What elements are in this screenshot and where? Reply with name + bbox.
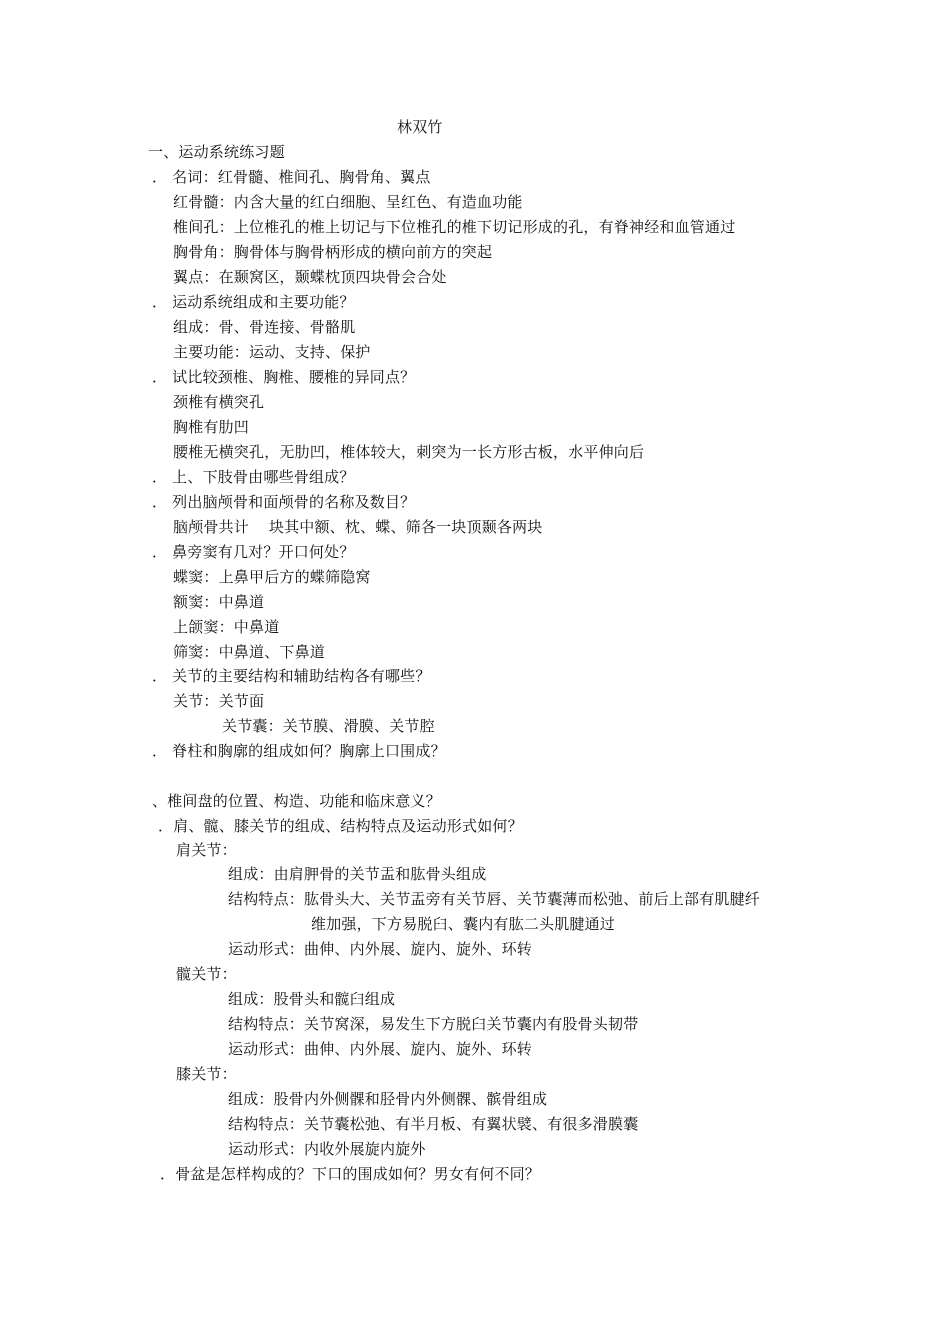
question-1-title: ． 名词：红骨髓、椎间孔、胸骨角、翼点 [152, 168, 431, 186]
knee-joint-heading: 膝关节： [176, 1065, 237, 1083]
question-6-title: ． 鼻旁窦有几对？开口何处？ [152, 543, 355, 561]
answer-intervertebral-foramen: 椎间孔：上位椎孔的椎上切记与下位椎孔的椎下切记形成的孔，有脊神经和血管通过 [173, 218, 736, 236]
knee-composition: 组成：股骨内外侧髁和胫骨内外侧髁、髌骨组成 [228, 1090, 548, 1108]
answer-lumbar: 腰椎无横突孔，无肋凹，椎体较大，刺突为一长方形古板，水平伸向后 [173, 443, 645, 461]
shoulder-composition: 组成：由肩胛骨的关节盂和肱骨头组成 [228, 865, 487, 883]
answer-cervical: 颈椎有横突孔 [173, 393, 265, 411]
shoulder-structure-line-2: 维加强，下方易脱臼、囊内有肱二头肌腱通过 [311, 915, 616, 933]
shoulder-joint-heading: 肩关节： [176, 841, 237, 859]
question-4-title: ． 上、下肢骨由哪些骨组成？ [152, 468, 355, 486]
question-5-title: ． 列出脑颅骨和面颅骨的名称及数目？ [152, 493, 416, 511]
question-9-title: 、椎间盘的位置、构造、功能和临床意义？ [152, 792, 441, 810]
question-7-title: ． 关节的主要结构和辅助结构各有哪些？ [152, 667, 431, 685]
hip-composition: 组成：股骨头和髋臼组成 [228, 990, 396, 1008]
answer-frontal-sinus: 额窦：中鼻道 [173, 593, 265, 611]
section-title: 一、运动系统练习题 [148, 143, 285, 161]
answer-red-bone-marrow: 红骨髓：内含大量的红白细胞、呈红色、有造血功能 [173, 193, 523, 211]
answer-pterion: 翼点：在颞窝区，颞蝶枕顶四块骨会合处 [173, 268, 447, 286]
question-2-title: ． 运动系统组成和主要功能？ [152, 293, 355, 311]
answer-maxillary-sinus: 上颌窦：中鼻道 [173, 618, 280, 636]
question-8-title: ． 脊柱和胸廓的组成如何？胸廓上口围成？ [152, 742, 446, 760]
hip-joint-heading: 髋关节： [176, 965, 237, 983]
question-10-title: ．肩、髋、膝关节的组成、结构特点及运动形式如何？ [158, 817, 523, 835]
answer-ethmoid-sinus: 筛窦：中鼻道、下鼻道 [173, 643, 326, 661]
author-name: 林双竹 [397, 118, 443, 136]
answer-cranial-bones: 脑颅骨共计 块其中额、枕、蝶、筛各一块顶颞各两块 [173, 518, 543, 536]
answer-main-function: 主要功能：运动、支持、保护 [173, 343, 371, 361]
shoulder-motion: 运动形式：曲伸、内外展、旋内、旋外、环转 [228, 940, 533, 958]
knee-motion: 运动形式：内收外展旋内旋外 [228, 1140, 426, 1158]
shoulder-structure-line-1: 结构特点：肱骨头大、关节盂旁有关节唇、关节囊薄而松弛、前后上部有肌腱纤 [228, 890, 761, 908]
answer-composition: 组成：骨、骨连接、骨骼肌 [173, 318, 356, 336]
knee-structure: 结构特点：关节囊松弛、有半月板、有翼状襞、有很多滑膜囊 [228, 1115, 639, 1133]
question-11-title: ．骨盆是怎样构成的？下口的围成如何？男女有何不同？ [160, 1165, 541, 1183]
answer-thoracic: 胸椎有肋凹 [173, 418, 250, 436]
hip-motion: 运动形式：曲伸、内外展、旋内、旋外、环转 [228, 1040, 533, 1058]
answer-joint-capsule: 关节囊：关节膜、滑膜、关节腔 [222, 717, 435, 735]
answer-joint-surface: 关节：关节面 [173, 692, 265, 710]
answer-sphenoid-sinus: 蝶窦：上鼻甲后方的蝶筛隐窝 [173, 568, 371, 586]
hip-structure: 结构特点：关节窝深，易发生下方脱臼关节囊内有股骨头韧带 [228, 1015, 639, 1033]
question-3-title: ． 试比较颈椎、胸椎、腰椎的异同点？ [152, 368, 416, 386]
answer-sternal-angle: 胸骨角：胸骨体与胸骨柄形成的横向前方的突起 [173, 243, 493, 261]
